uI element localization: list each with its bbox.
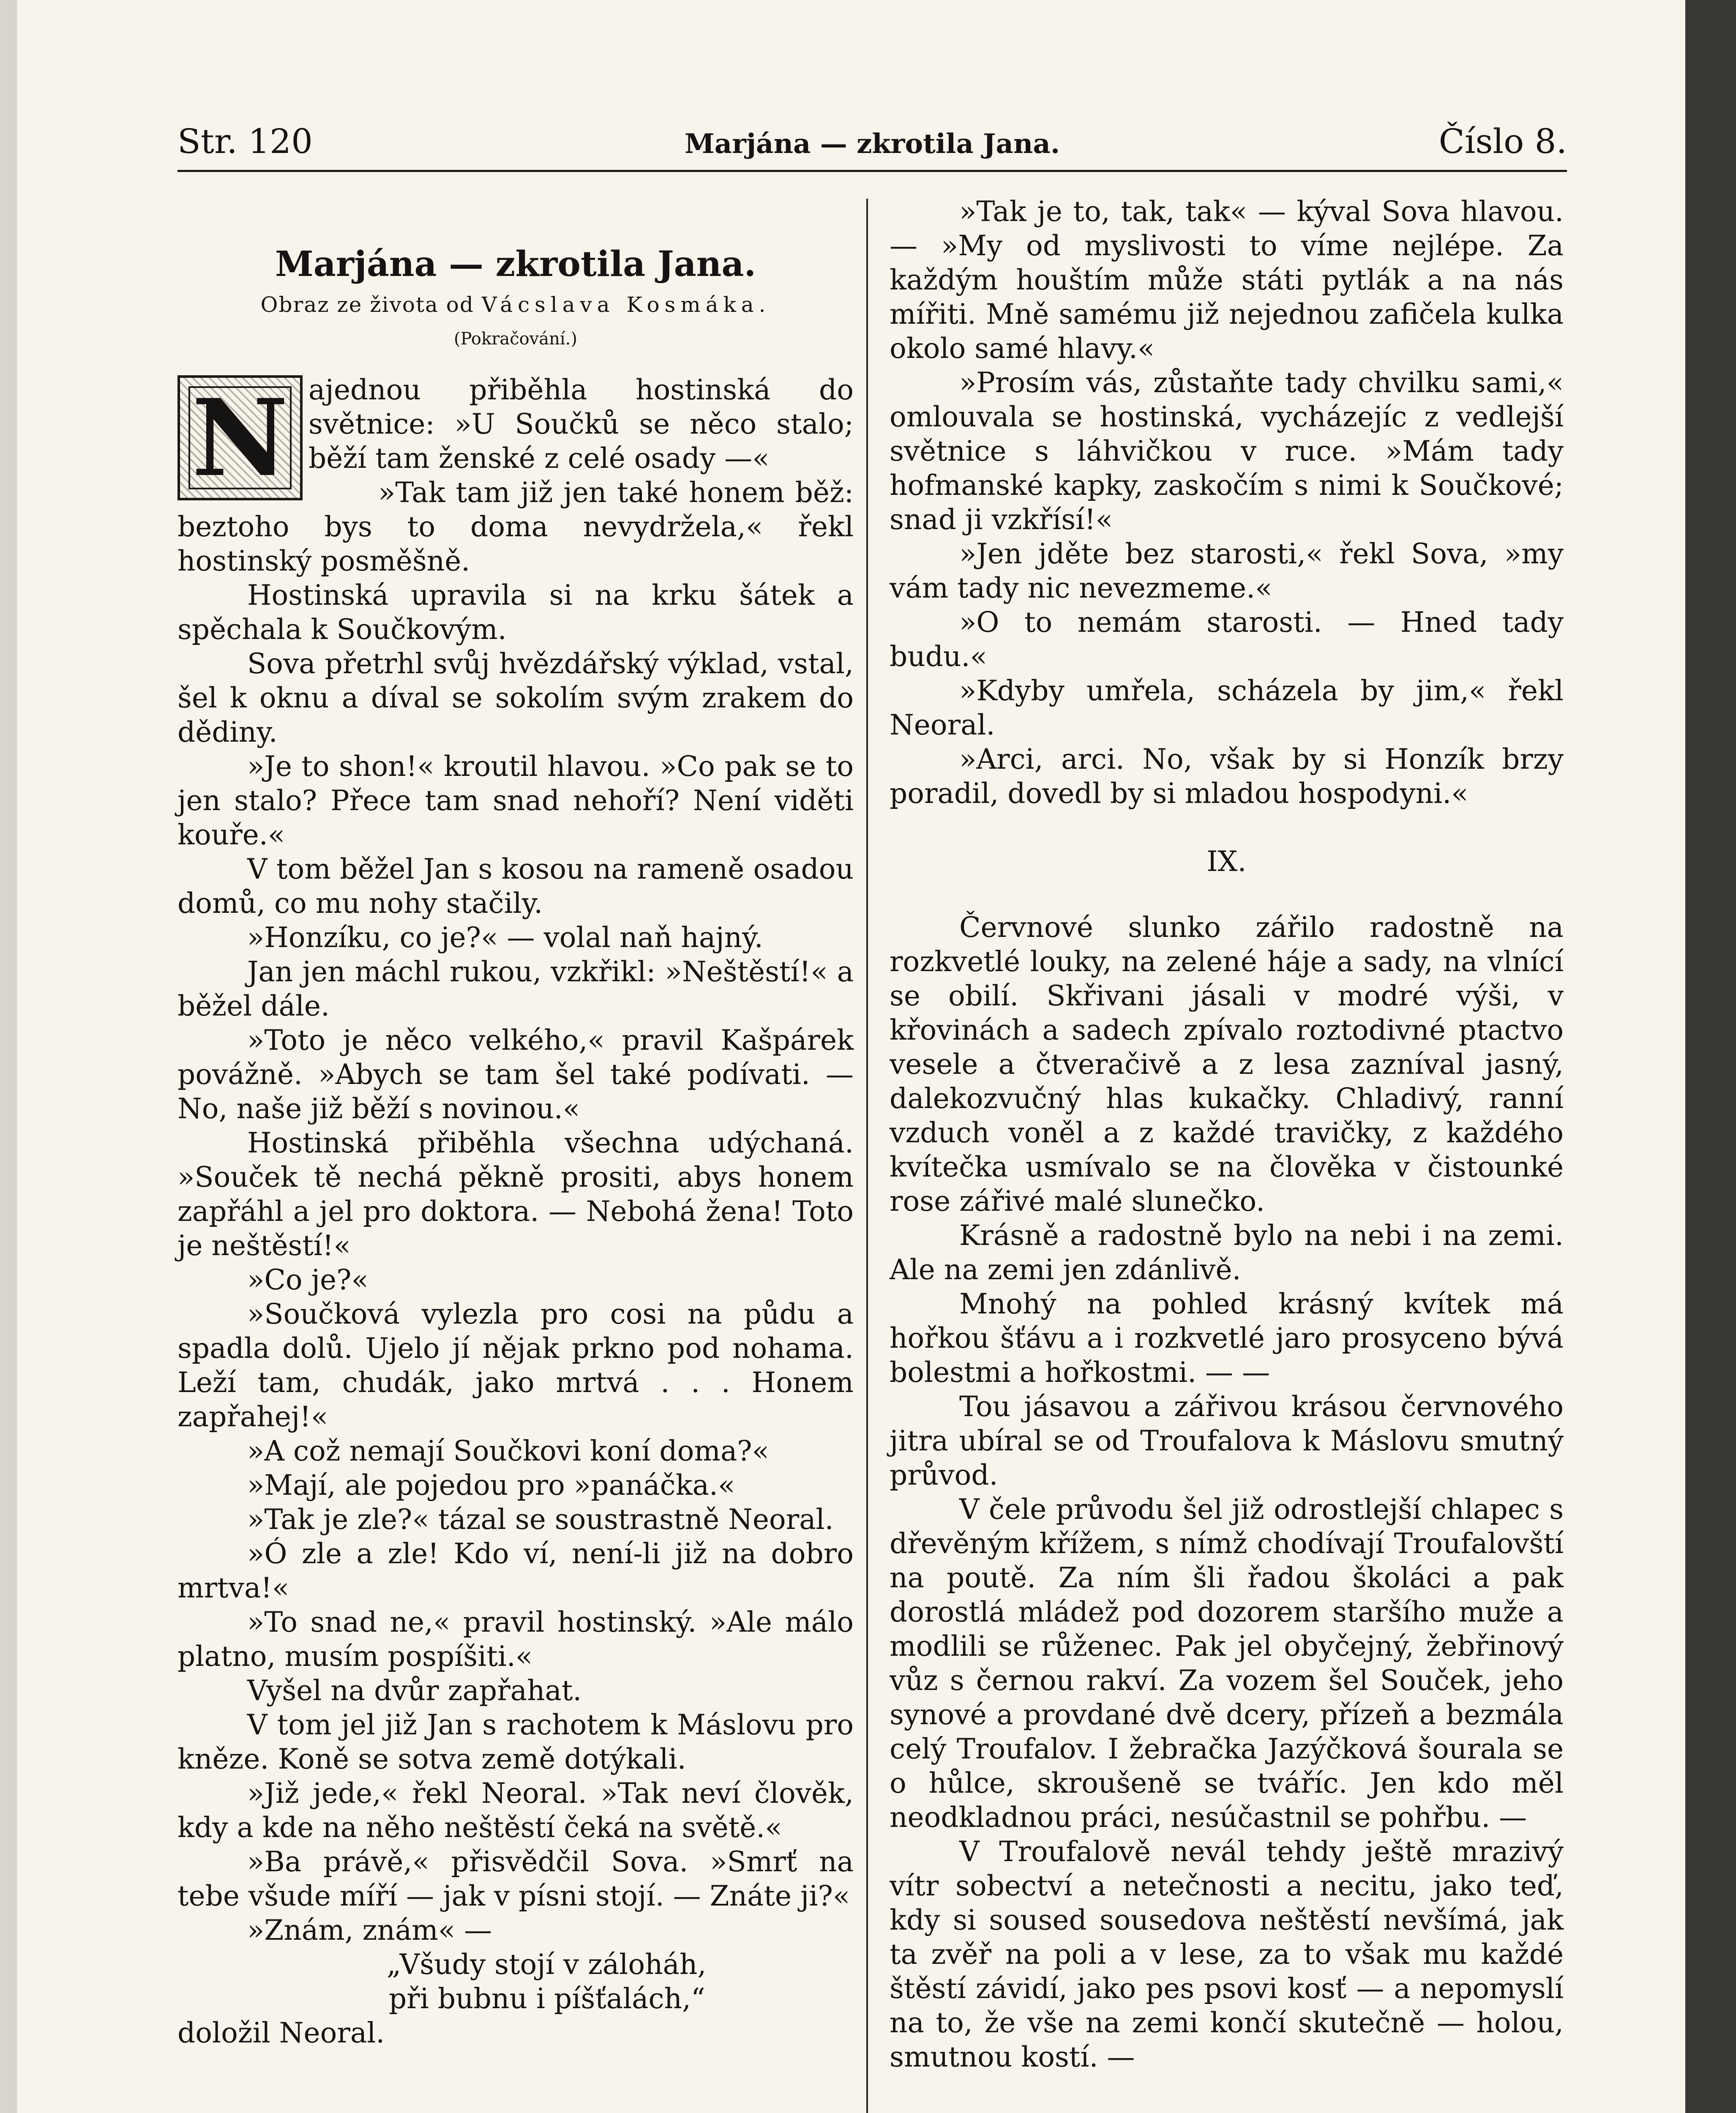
left-column — [177, 194, 854, 2050]
paragraph: »Mají, ale pojedou pro »panáčka.« — [247, 1469, 735, 1501]
paragraph: »Tak tam již jen také honem běž: beztoho bys to doma nevydržela,« řekl hostinský posměšně. — [177, 476, 854, 577]
paragraph: »Prosím vás, zůstaňte tady chvilku sami,« omlouvala se hostinská, vycházejíc z vedlejší světnice s láhvičkou v ruce. »Mám tady hofmanské kapky, zaskočím s nimi k Součkové; snad ji vzkřísí!« — [890, 366, 1564, 536]
paragraph: »Znám, znám« — — [247, 1914, 492, 1946]
article-title: Marjána — zkrotila Jana. — [275, 244, 756, 284]
right-paragraphs-before — [890, 194, 1564, 811]
first-paragraph-block — [177, 373, 854, 500]
running-header — [177, 122, 1567, 175]
paragraph: »Již jede,« řekl Neoral. »Tak neví člověk, kdy a kde na něho neštěstí čeká na světě.« — [177, 1777, 854, 1844]
running-title: Marjána — zkrotila Jana. — [684, 128, 1060, 160]
paragraph: V čele průvodu šel již odrostlejší chlapec s dřevěným křížem, s nímž chodívají Troufalovští na poutě. Za ním šli řadou školáci a pak dorostlá mládež pod dozorem staršího muže a modlili se růženec. Pak jel obyčejný, žebřinový vůz s černou rakví. Za vozem šel Souček, jeho synové a provdané dvě dcery, přízeň a bezmála celý Troufalov. I žebračka Jazýčková šourala se o hůlce, skroušeně se tváříc. Jen kdo měl neodkladnou práci, nesúčastnil se pohřbu. — — [890, 1493, 1564, 1834]
paragraph: »Kdyby umřela, scházela by jim,« řekl Neoral. — [890, 674, 1564, 741]
paragraph: Mnohý na pohled krásný kvítek má hořkou šťávu a i rozkvetlé jaro prosyceno bývá bolestmi a hořkostmi. — — — [890, 1288, 1564, 1389]
paragraph: »Jen jděte bez starosti,« řekl Sova, »my vám tady nic nevezmeme.« — [890, 538, 1564, 604]
scan-edge-right — [1685, 0, 1736, 2113]
verse-line: při bubnu i píšťalách,“ — [389, 1982, 705, 2015]
left-paragraphs — [177, 475, 854, 1947]
section-number: IX. — [1206, 845, 1247, 878]
paragraph: »Co je?« — [247, 1264, 368, 1296]
paragraph: Sova přetrhl svůj hvězdářský výklad, vstal, šel k oknu a díval se sokolím svým zrakem do dědiny. — [177, 647, 854, 748]
paragraph: Krásně a radostně bylo na nebi i na zemi. Ale na zemi jen zdánlivě. — [890, 1219, 1564, 1286]
paragraph: Červnové slunko zářilo radostně na rozkvetlé louky, na zelené háje a sady, na vlnící se obilí. Skřivani jásali v modré výši, v křovinách a sadech zpívalo roztodivné ptactvo vesele a čtveračivě a z lesa zazníval jasný, dalekozvučný hlas kukačky. Chladivý, ranní vzduch voněl a z každé travičky, z každého kvítečka usmívalo se na člověka v čistounké rose zářivé malé slunečko. — [890, 911, 1564, 1218]
paragraph: V tom jel již Jan s rachotem k Máslovu pro kněze. Koně se sotva země dotýkali. — [177, 1709, 854, 1775]
paragraph: »Arci, arci. No, však by si Honzík brzy poradil, dovedl by si mladou hospodyni.« — [890, 743, 1564, 810]
paragraph: Vyšel na dvůr zapřahat. — [247, 1674, 582, 1707]
paragraph: »To snad ne,« pravil hostinský. »Ale málo platno, musím pospíšiti.« — [177, 1606, 854, 1673]
paragraph: »Je to shon!« kroutil hlavou. »Co pak se to jen stalo? Přece tam snad nehoří? Není viděti kouře.« — [177, 750, 854, 851]
paragraph: Hostinská přiběhla všechna udýchaná. »Souček tě nechá pěkně prositi, abys honem zapřáhl a jel pro doktora. — Nebohá žena! Toto je neštěstí!« — [177, 1127, 854, 1262]
paragraph: »Ó zle a zle! Kdo ví, není-li již na dobro mrtva!« — [177, 1537, 854, 1604]
first-paragraph: ajednou přiběhla hostinská do světnice: »U Součků se něco stalo; běží tam ženské z celé osady —« — [308, 374, 854, 475]
verse-line: „Všudy stojí v záloháh, — [387, 1948, 707, 1981]
paragraph: »Tak je zle?« tázal se soustrastně Neoral. — [247, 1503, 834, 1536]
paragraph: V Troufalově nevál tehdy ještě mrazivý vítr sobectví a netečnosti a necitu, jako teď, kdy si soused sousedova neštěstí nevšímá, jak ta zvěř na poli a v lese, za to však mu každé štěstí závidí, jako pes psovi kosť — a nepomyslí na to, že vše na zemi končí skutečně — holou, smutnou kostí. — — [890, 1835, 1564, 2073]
paragraph: Tou jásavou a zářivou krásou červnového jitra ubíral se od Troufalova k Máslovu smutný průvod. — [890, 1390, 1564, 1491]
paragraph: »A což nemají Součkovi koní doma?« — [247, 1435, 770, 1467]
verse-close: doložil Neoral. — [177, 2017, 385, 2049]
right-column — [890, 194, 1564, 2074]
page-number: Str. 120 — [177, 122, 313, 161]
song-verse — [177, 1947, 854, 2016]
header-rule — [177, 170, 1567, 172]
scan-edge-left — [0, 0, 17, 2113]
paragraph: »Ba právě,« přisvědčil Sova. »Smrť na tebe všude míří — jak v písni stojí. — Znáte ji?« — [177, 1845, 854, 1912]
paragraph: »O to nemám starosti. — Hned tady budu.« — [890, 606, 1564, 673]
drop-cap-ornament — [177, 375, 303, 500]
subtitle-prefix: Obraz ze života od — [260, 292, 474, 317]
paragraph: »Součková vylezla pro cosi na půdu a spadla dolů. Ujelo jí nějak prkno pod nohama. Leží tam, chudák, jako mrtvá . . . Honem zapřahej!« — [177, 1298, 854, 1433]
paragraph: Jan jen máchl rukou, vzkřikl: »Neštěstí!« a běžel dále. — [177, 955, 854, 1022]
issue-number: Číslo 8. — [1438, 122, 1567, 161]
paragraph: »Tak je to, tak, tak« — kýval Sova hlavou. — »My od myslivosti to víme nejlépe. Za každým houštím může státi pytlák a na nás mířiti. Mně samému již nejednou zafičela kulka okolo samé hlavy.« — [890, 195, 1564, 365]
paragraph: »Toto je něco velkého,« pravil Kašpárek povážně. »Abych se tam šel také podívati. — No, naše již běží s novinou.« — [177, 1024, 854, 1125]
drop-cap-letter: N — [191, 376, 289, 500]
paragraph: V tom běžel Jan s kosou na rameně osadou domů, co mu nohy stačily. — [177, 853, 854, 920]
paragraph: Hostinská upravila si na krku šátek a spěchala k Součkovým. — [177, 579, 854, 646]
right-paragraphs-after — [890, 910, 1564, 2074]
continued-note: (Pokračování.) — [454, 329, 577, 349]
paragraph: »Honzíku, co je?« — volal naň hajný. — [247, 921, 763, 954]
column-divider — [866, 199, 868, 2113]
article-author: Vácslava Kosmáka. — [481, 292, 771, 317]
article-subtitle — [177, 287, 854, 322]
